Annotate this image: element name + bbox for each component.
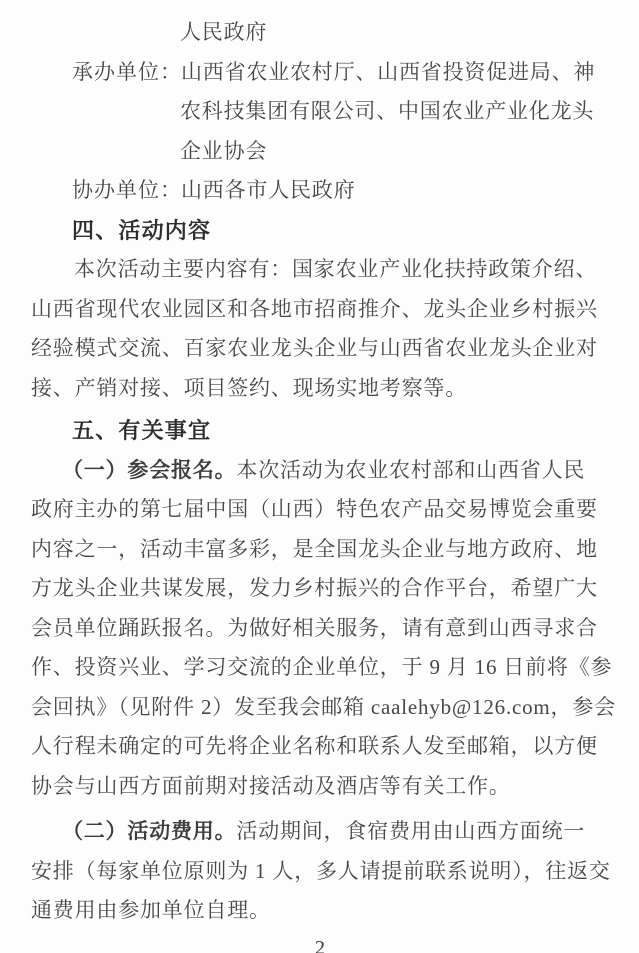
paragraph-line: 内容之一，活动丰富多彩，是全国龙头企业与地方政府、地 bbox=[31, 536, 598, 561]
organizer-host-content-line: 农科技集团有限公司、中国农业产业化龙头 bbox=[180, 99, 595, 123]
paragraph-line: 经验模式交流、百家农业龙头企业与山西省农业龙头企业对 bbox=[31, 336, 598, 360]
paragraph-text: 本次活动为农业农村部和山西省人民 bbox=[236, 457, 586, 482]
paragraph-line: 接、产销对接、项目签约、现场实地考察等。 bbox=[31, 375, 467, 400]
document-body bbox=[31, 13, 616, 953]
subitem-lead-1: （一）参会报名。 bbox=[62, 457, 237, 482]
paragraph-line: 作、投资兴业、学习交流的企业单位，于 9 月 16 日前将《参 bbox=[31, 655, 613, 679]
paragraph-line: 本次活动主要内容有：国家农业产业化扶持政策介绍、 bbox=[74, 257, 598, 281]
paragraph-line: 人行程未确定的可先将企业名称和联系人发至邮箱，以方便 bbox=[31, 734, 598, 758]
organizer-label-host: 承办单位： bbox=[72, 59, 182, 84]
paragraph-text: 活动期间，食宿费用由山西方面统一 bbox=[236, 819, 586, 843]
organizer-host-content: 山西省农业农村厅、山西省投资促进局、神 bbox=[181, 59, 596, 84]
paragraph-line: 协会与山西方面前期对接活动及酒店等有关工作。 bbox=[31, 773, 511, 798]
organizer-line-host bbox=[31, 53, 609, 93]
paragraph-line: 方龙头企业共谋发展，发力乡村振兴的合作平台，希望广大 bbox=[31, 576, 598, 600]
page-number: 2 bbox=[315, 936, 325, 953]
paragraph-line: 通费用由参加单位自理。 bbox=[31, 898, 271, 922]
paragraph-line: 山西省现代农业园区和各地市招商推介、龙头企业乡村振兴 bbox=[31, 296, 598, 321]
organizer-label-co: 协办单位： bbox=[72, 178, 182, 202]
subitem-lead-2: （二）活动费用。 bbox=[62, 819, 237, 843]
paragraph-line: 政府主办的第七届中国（山西）特色农产品交易博览会重要 bbox=[31, 497, 598, 521]
organizer-line-co bbox=[31, 171, 609, 211]
paragraph-line: 安排（每家单位原则为 1 人，多人请提前联系说明），往返交 bbox=[31, 858, 611, 883]
continuation-line: 人民政府 bbox=[180, 20, 268, 44]
paragraph-line: 会员单位踊跃报名。为做好相关服务，请有意到山西寻求合 bbox=[31, 615, 598, 640]
paragraph-line bbox=[31, 451, 609, 491]
organizer-host-content-line: 企业协会 bbox=[180, 138, 268, 163]
section-heading-5: 五、有关事宜 bbox=[72, 418, 212, 443]
organizer-co-content: 山西各市人民政府 bbox=[181, 178, 356, 202]
section-heading-4: 四、活动内容 bbox=[72, 217, 212, 243]
paragraph-line-email: 会回执》（见附件 2）发至我会邮箱 caalehyb@126.com，参会 bbox=[31, 694, 616, 719]
paragraph-line bbox=[31, 812, 609, 852]
